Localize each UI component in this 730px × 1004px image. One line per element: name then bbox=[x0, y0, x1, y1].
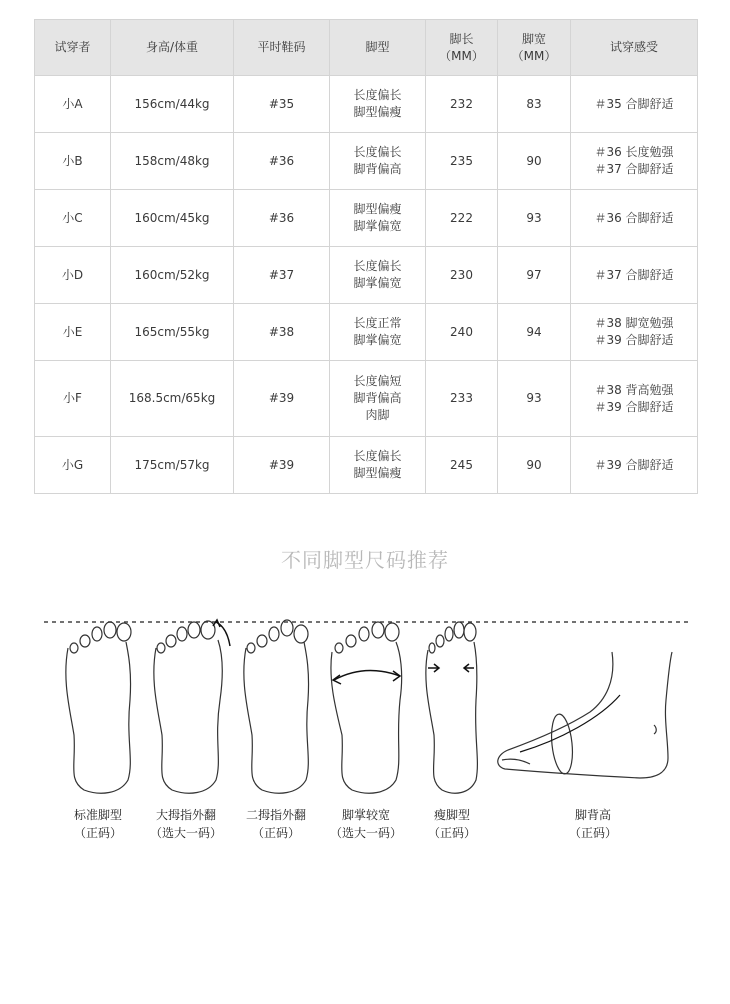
header-usual-size bbox=[234, 20, 330, 76]
cell-text: 240 bbox=[450, 324, 473, 339]
cell-foot-length bbox=[426, 76, 498, 133]
cell-text: ＃36 合脚舒适 bbox=[594, 210, 674, 225]
narrow-foot-icon bbox=[426, 622, 478, 793]
header-height-weight bbox=[111, 20, 234, 76]
header-text: 脚宽 bbox=[521, 31, 546, 46]
foot-types-illustration bbox=[0, 600, 730, 800]
size-trial-table bbox=[34, 19, 698, 494]
cell-usual-size bbox=[234, 361, 330, 437]
cell-text: 长度正常 bbox=[353, 316, 402, 330]
cell-text: 158cm/48kg bbox=[134, 153, 210, 168]
cell-text: 小D bbox=[61, 267, 84, 282]
cell-foot-shape bbox=[330, 247, 426, 304]
cell-text: 肉脚 bbox=[365, 408, 390, 422]
cell-text: 83 bbox=[526, 96, 542, 111]
cell-fit-feedback bbox=[571, 437, 698, 494]
second-toe-foot-icon bbox=[244, 620, 309, 793]
header-text: 试穿者 bbox=[54, 40, 91, 54]
cell-text: 脚型偏瘦 bbox=[353, 105, 402, 119]
cell-text: 90 bbox=[526, 153, 542, 168]
header-text: 平时鞋码 bbox=[257, 40, 306, 54]
cell-text: #35 bbox=[268, 96, 295, 111]
cell-height-weight bbox=[111, 190, 234, 247]
cell-tester bbox=[35, 304, 111, 361]
table-body bbox=[35, 76, 698, 494]
caption-advice: （选大一码） bbox=[149, 826, 222, 840]
wide-foot-icon bbox=[331, 622, 402, 793]
cell-text: #36 bbox=[268, 153, 295, 168]
standard-foot-icon bbox=[66, 622, 131, 793]
header-text: 试穿感受 bbox=[609, 40, 658, 54]
caption-advice: （正码） bbox=[427, 826, 476, 840]
cell-usual-size bbox=[234, 76, 330, 133]
cell-foot-width bbox=[498, 76, 571, 133]
cell-foot-width bbox=[498, 133, 571, 190]
caption-advice: （正码） bbox=[568, 826, 617, 840]
cell-text: 长度偏长 bbox=[353, 449, 402, 463]
caption-advice: （正码） bbox=[251, 826, 300, 840]
table-header-row bbox=[35, 20, 698, 76]
cell-text: ＃35 合脚舒适 bbox=[594, 96, 674, 111]
caption-name: 脚掌较宽 bbox=[341, 808, 390, 822]
table-row bbox=[35, 361, 698, 437]
cell-text: 脚背偏高 bbox=[353, 162, 402, 176]
cell-height-weight bbox=[111, 304, 234, 361]
cell-text: #38 bbox=[268, 324, 295, 339]
cell-height-weight bbox=[111, 247, 234, 304]
cell-text: 94 bbox=[526, 324, 542, 339]
cell-text: 156cm/44kg bbox=[134, 96, 210, 111]
cell-text: 245 bbox=[450, 457, 473, 472]
cell-foot-shape bbox=[330, 133, 426, 190]
cell-text: ＃39 合脚舒适 bbox=[594, 333, 674, 347]
cell-text: #39 bbox=[268, 457, 295, 472]
caption-name: 二拇指外翻 bbox=[245, 808, 306, 822]
cell-foot-shape bbox=[330, 304, 426, 361]
cell-text: 230 bbox=[450, 267, 473, 282]
cell-tester bbox=[35, 361, 111, 437]
header-fit-feedback bbox=[571, 20, 698, 76]
cell-text: 165cm/55kg bbox=[134, 324, 210, 339]
caption-advice: （正码） bbox=[73, 826, 122, 840]
cell-tester bbox=[35, 437, 111, 494]
cell-text: #37 bbox=[268, 267, 295, 282]
cell-text: 175cm/57kg bbox=[134, 457, 210, 472]
table-row bbox=[35, 304, 698, 361]
cell-text: 脚型偏瘦 bbox=[353, 466, 402, 480]
cell-height-weight bbox=[111, 76, 234, 133]
cell-text: #39 bbox=[268, 391, 295, 405]
cell-text: 长度偏长 bbox=[353, 145, 402, 159]
cell-foot-width bbox=[498, 247, 571, 304]
cell-foot-shape bbox=[330, 437, 426, 494]
table-row bbox=[35, 133, 698, 190]
cell-foot-width bbox=[498, 304, 571, 361]
cell-usual-size bbox=[234, 247, 330, 304]
cell-text: 长度偏长 bbox=[353, 88, 402, 102]
cell-fit-feedback bbox=[571, 190, 698, 247]
cell-usual-size bbox=[234, 437, 330, 494]
cell-fit-feedback bbox=[571, 133, 698, 190]
cell-height-weight bbox=[111, 133, 234, 190]
header-foot-length bbox=[426, 20, 498, 76]
cell-text: 232 bbox=[450, 96, 473, 111]
cell-tester bbox=[35, 76, 111, 133]
cell-text: 小E bbox=[62, 324, 83, 339]
cell-usual-size bbox=[234, 133, 330, 190]
foot-type-caption-high-instep bbox=[538, 806, 648, 842]
cell-text: #36 bbox=[268, 210, 295, 225]
cell-text: 222 bbox=[450, 210, 473, 225]
cell-foot-shape bbox=[330, 76, 426, 133]
cell-text: ＃37 合脚舒适 bbox=[594, 162, 674, 176]
caption-name: 瘦脚型 bbox=[433, 808, 470, 822]
header-text: 身高/体重 bbox=[145, 40, 199, 54]
cell-usual-size bbox=[234, 304, 330, 361]
cell-text: 小A bbox=[62, 96, 83, 111]
cell-text: 脚背偏高 bbox=[353, 391, 402, 405]
header-text: 脚长 bbox=[449, 31, 474, 46]
cell-text: 168.5cm/65kg bbox=[128, 391, 216, 405]
high-instep-foot-icon bbox=[498, 652, 672, 778]
cell-text: ＃38 脚宽勉强 bbox=[594, 316, 674, 330]
caption-advice: （选大一码） bbox=[329, 826, 402, 840]
cell-foot-width bbox=[498, 437, 571, 494]
cell-text: 97 bbox=[526, 267, 542, 282]
cell-fit-feedback bbox=[571, 304, 698, 361]
cell-text: 长度偏短 bbox=[353, 374, 402, 388]
cell-text: 脚型偏瘦 bbox=[353, 202, 402, 216]
cell-fit-feedback bbox=[571, 361, 698, 437]
cell-text: ＃39 合脚舒适 bbox=[594, 399, 674, 414]
cell-fit-feedback bbox=[571, 247, 698, 304]
header-foot-shape bbox=[330, 20, 426, 76]
cell-text: 160cm/52kg bbox=[134, 267, 210, 282]
cell-text: 小B bbox=[62, 153, 83, 168]
cell-foot-length bbox=[426, 437, 498, 494]
cell-text: 小G bbox=[61, 457, 84, 472]
foot-type-caption-narrow bbox=[397, 806, 507, 842]
cell-foot-width bbox=[498, 361, 571, 437]
cell-foot-shape bbox=[330, 190, 426, 247]
cell-text: ＃36 长度勉强 bbox=[594, 145, 674, 159]
table-row bbox=[35, 76, 698, 133]
header-tester bbox=[35, 20, 111, 76]
cell-foot-shape bbox=[330, 361, 426, 437]
table-row bbox=[35, 190, 698, 247]
cell-text: 脚掌偏宽 bbox=[353, 276, 402, 290]
header-foot-width bbox=[498, 20, 571, 76]
cell-usual-size bbox=[234, 190, 330, 247]
cell-text: 脚掌偏宽 bbox=[353, 219, 402, 233]
cell-text: 长度偏长 bbox=[353, 259, 402, 273]
cell-foot-length bbox=[426, 190, 498, 247]
cell-text: 160cm/45kg bbox=[134, 210, 210, 225]
section-title: 不同脚型尺码推荐 bbox=[281, 548, 449, 572]
cell-text: 235 bbox=[450, 153, 473, 168]
cell-foot-width bbox=[498, 190, 571, 247]
table-row bbox=[35, 437, 698, 494]
cell-tester bbox=[35, 247, 111, 304]
cell-fit-feedback bbox=[571, 76, 698, 133]
caption-name: 大拇指外翻 bbox=[155, 808, 216, 822]
cell-foot-length bbox=[426, 304, 498, 361]
caption-name: 脚背高 bbox=[574, 808, 611, 822]
cell-text: ＃37 合脚舒适 bbox=[594, 267, 674, 282]
cell-foot-length bbox=[426, 133, 498, 190]
cell-text: 脚掌偏宽 bbox=[353, 333, 402, 347]
cell-tester bbox=[35, 190, 111, 247]
bunion-foot-icon bbox=[154, 620, 230, 793]
cell-text: 小C bbox=[62, 210, 83, 225]
cell-foot-length bbox=[426, 247, 498, 304]
cell-text: 93 bbox=[526, 391, 542, 405]
cell-text: ＃38 背高勉强 bbox=[594, 382, 674, 397]
cell-height-weight bbox=[111, 437, 234, 494]
header-text: （MM） bbox=[511, 48, 557, 63]
cell-text: ＃39 合脚舒适 bbox=[594, 457, 674, 472]
header-text: （MM） bbox=[439, 48, 484, 63]
table-row bbox=[35, 247, 698, 304]
cell-text: 93 bbox=[526, 210, 542, 225]
cell-tester bbox=[35, 133, 111, 190]
cell-height-weight bbox=[111, 361, 234, 437]
header-text: 脚型 bbox=[365, 40, 390, 54]
cell-text: 小F bbox=[63, 391, 82, 405]
cell-text: 90 bbox=[526, 457, 542, 472]
caption-name: 标准脚型 bbox=[73, 808, 122, 822]
cell-foot-length bbox=[426, 361, 498, 437]
cell-text: 233 bbox=[450, 391, 473, 405]
